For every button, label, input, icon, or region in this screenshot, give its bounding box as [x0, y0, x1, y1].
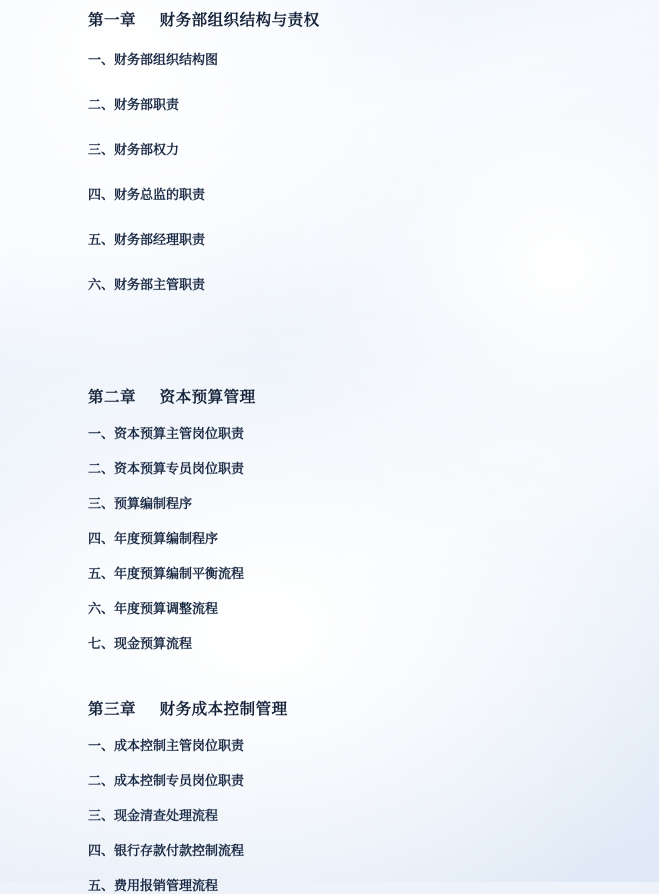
chapter-title: 第二章 资本预算管理	[88, 388, 256, 406]
chapter-section-3	[88, 697, 608, 894]
toc-item: 一、财务部组织结构图	[88, 53, 219, 68]
toc-item: 五、费用报销管理流程	[88, 879, 219, 894]
toc-item: 一、成本控制主管岗位职责	[88, 739, 245, 754]
chapter-section-2	[88, 385, 608, 652]
toc-item: 四、银行存款付款控制流程	[88, 844, 245, 859]
toc-item: 二、资本预算专员岗位职责	[88, 462, 245, 477]
toc-item: 四、财务总监的职责	[88, 188, 206, 203]
toc-item: 六、财务部主管职责	[88, 278, 206, 293]
table-of-contents	[88, 8, 608, 894]
toc-item: 三、现金清查处理流程	[88, 809, 219, 824]
toc-item: 二、成本控制专员岗位职责	[88, 774, 245, 789]
toc-item: 五、年度预算编制平衡流程	[88, 567, 245, 582]
toc-item: 三、预算编制程序	[88, 497, 193, 512]
toc-item: 一、资本预算主管岗位职责	[88, 427, 245, 442]
chapter-section-1	[88, 8, 608, 293]
toc-item: 二、财务部职责	[88, 98, 180, 113]
toc-item: 七、现金预算流程	[88, 637, 193, 652]
toc-item: 三、财务部权力	[88, 143, 180, 158]
toc-item: 四、年度预算编制程序	[88, 532, 219, 547]
chapter-title: 第一章 财务部组织结构与责权	[88, 11, 320, 29]
chapter-title: 第三章 财务成本控制管理	[88, 700, 288, 718]
toc-item: 五、财务部经理职责	[88, 233, 206, 248]
toc-item: 六、年度预算调整流程	[88, 602, 219, 617]
